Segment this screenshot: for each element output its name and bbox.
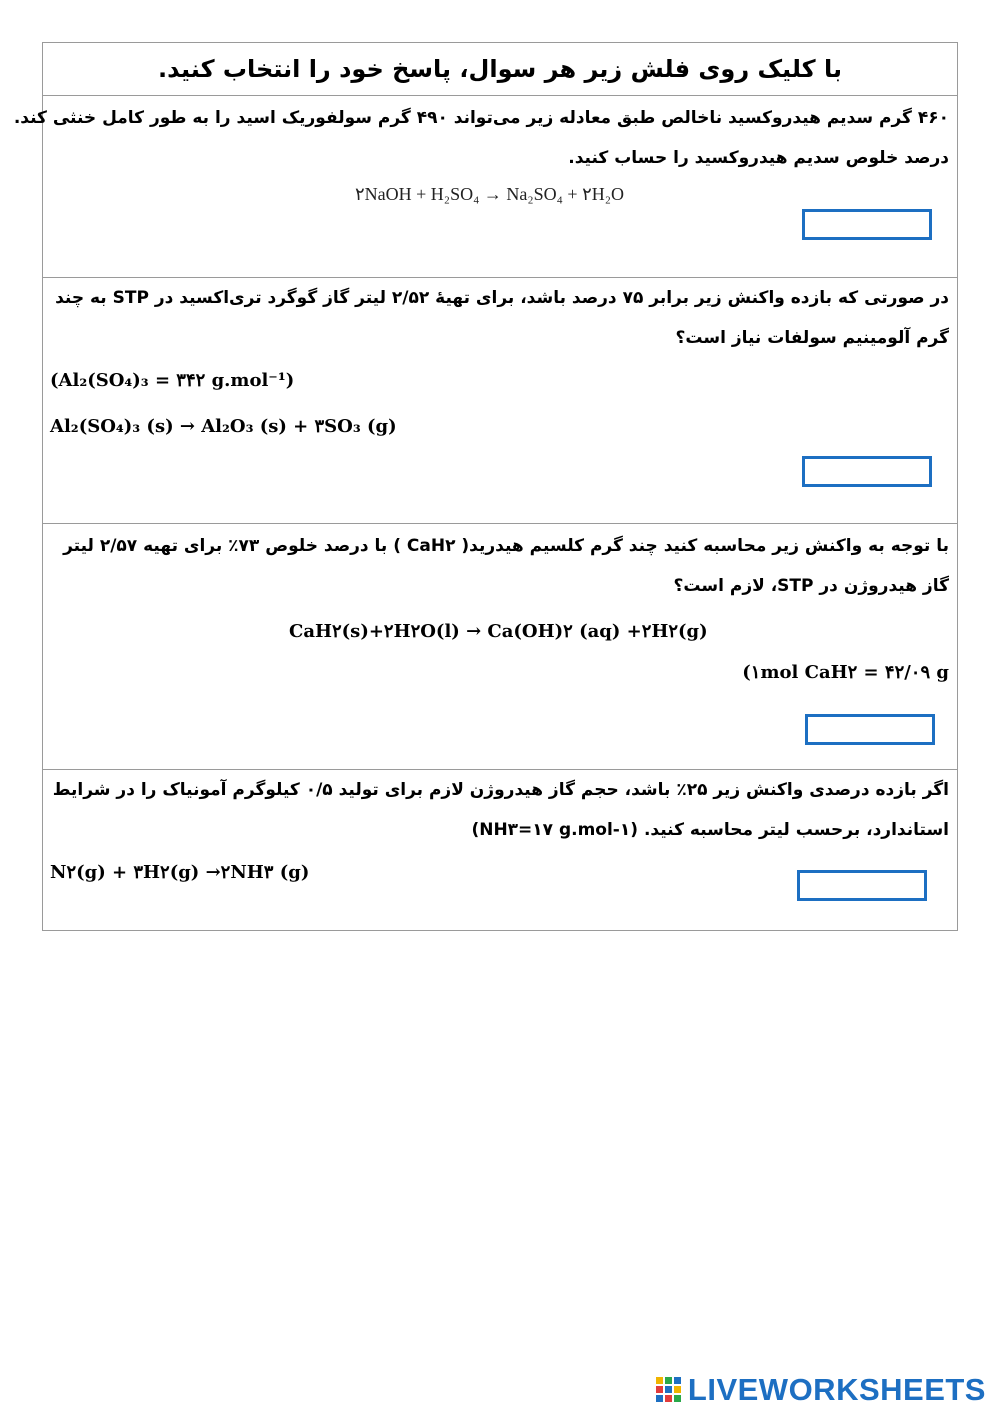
question-3-molar-mass: (۱mol CaH۲ = ۴۲/۰۹ g: [742, 662, 949, 683]
question-4-answer-dropdown[interactable]: [797, 870, 927, 901]
question-4-equation: N۲(g) + ۳H۲(g) →۲NH۳ (g): [50, 862, 310, 883]
question-3-answer-dropdown[interactable]: [805, 714, 935, 745]
liveworksheets-wordmark: LIVEWORKSHEETS: [687, 1372, 986, 1407]
question-3-line-1: با توجه به واکنش زیر محاسبه کنید چند گرم کلسیم هیدرید( CaH۲ ) با درصد خلوص ۷۳٪ برای تهیه ۲/۵۷ لیتر: [63, 536, 949, 556]
question-2-equation: Al₂(SO₄)₃ (s) → Al₂O₃ (s) + ۳SO₃ (g): [50, 416, 397, 437]
question-2-text: [55, 278, 949, 358]
question-2-line-1: در صورتی که بازده واکنش زیر برابر ۷۵ درصد باشد، برای تهیهٔ ۲/۵۲ لیتر گاز گوگرد تری‌اکسید در STP به چند: [55, 288, 949, 308]
question-3-text: [63, 526, 949, 606]
question-1-equation: ۲NaOH + H₂SO₄ → Na₂SO₄ + ۲H₂O: [355, 184, 625, 204]
question-4-text: [53, 770, 949, 850]
liveworksheets-icon: [656, 1377, 682, 1403]
question-1-line-2: درصد خلوص سدیم هیدروکسید را حساب کنید.: [568, 148, 949, 168]
question-2: [43, 277, 957, 523]
question-1-answer-dropdown[interactable]: [802, 209, 932, 240]
question-4-line-2: استاندارد، برحسب لیتر محاسبه کنید. (NH۳=۱۷ g.mol-۱): [471, 820, 949, 840]
question-4: [43, 769, 957, 930]
question-1-line-1: ۴۶۰ گرم سدیم هیدروکسید ناخالص طبق معادله زیر می‌تواند ۴۹۰ گرم سولفوریک اسید را به طور کامل خنثی کند.: [13, 108, 949, 128]
question-1: [13, 95, 957, 277]
question-3-line-2: گاز هیدروژن در STP، لازم است؟: [673, 576, 949, 596]
page-title: با کلیک روی فلش زیر هر سوال، پاسخ خود را انتخاب کنید.: [158, 55, 842, 83]
question-1-text: [14, 98, 949, 178]
question-3: [43, 523, 957, 769]
worksheet: [13, 42, 958, 931]
question-2-line-2: گرم آلومینیم سولفات نیاز است؟: [675, 328, 949, 348]
question-2-answer-dropdown[interactable]: [802, 456, 932, 487]
question-2-molar-mass: (Al₂(SO₄)₃ = ۳۴۲ g.mol⁻¹): [50, 370, 295, 391]
question-3-equation: CaH۲(s)+۲H۲O(l) → Ca(OH)۲ (aq) +۲H۲(g): [289, 621, 708, 642]
liveworksheets-logo: [656, 1372, 986, 1408]
question-4-line-1: اگر بازده درصدی واکنش زیر ۲۵٪ باشد، حجم گاز هیدروژن لازم برای تولید ۰/۵ کیلوگرم آمونیاک را در شرایط: [52, 780, 949, 800]
header-row: [43, 43, 957, 95]
